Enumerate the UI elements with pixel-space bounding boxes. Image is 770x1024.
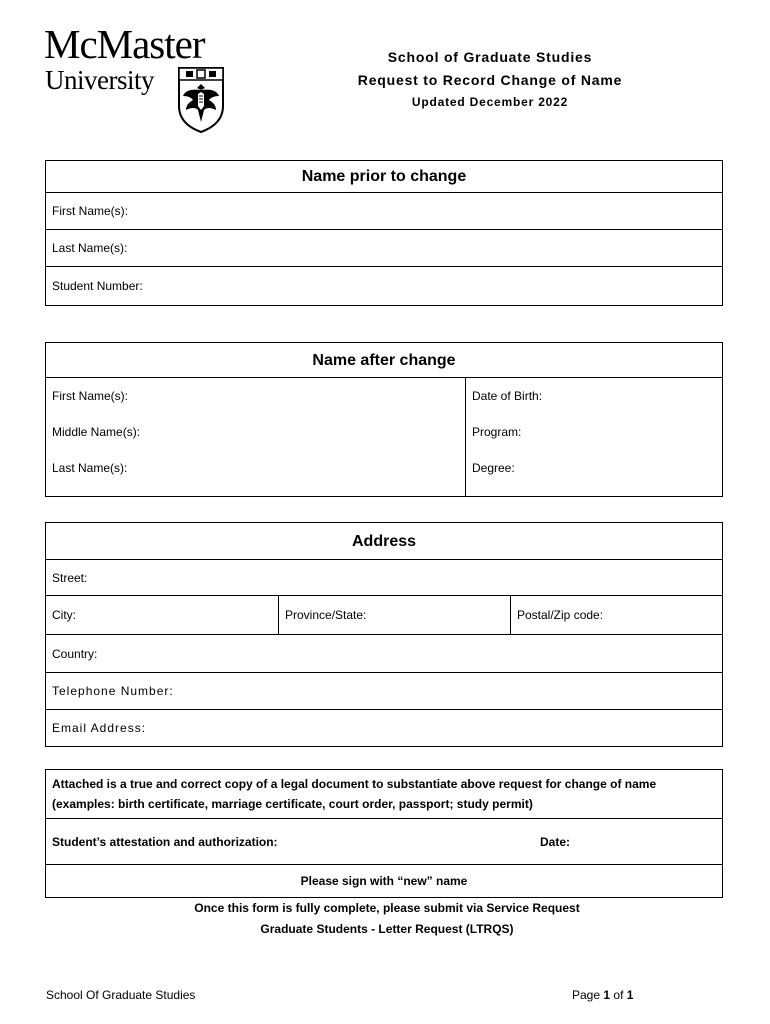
name-prior-section [45, 160, 723, 306]
after-last-name-label: Last Name(s): [52, 461, 128, 475]
country-field[interactable] [46, 635, 722, 673]
prior-last-name-label: Last Name(s): [52, 241, 128, 255]
prior-last-name-field[interactable] [46, 230, 722, 267]
logo-wordmark-university: University [45, 65, 154, 95]
street-field[interactable] [46, 560, 722, 596]
prior-first-name-field[interactable] [46, 193, 722, 230]
school-name: School of Graduate Studies [387, 49, 593, 65]
date-label: Date: [540, 834, 571, 849]
attestation-section [45, 769, 723, 898]
submit-line-2: Graduate Students - Letter Request (LTRQS) [260, 922, 514, 936]
form-header [300, 46, 680, 112]
footer-school: School Of Graduate Studies [46, 988, 196, 1002]
attestation-line-1: Attached is a true and correct copy of a legal document to substantiate above request for change of name [52, 777, 657, 791]
program-label: Program: [472, 425, 522, 439]
submit-instructions [45, 898, 729, 940]
name-after-left-column [46, 378, 466, 496]
street-label: Street: [52, 570, 88, 585]
postal-code-label: Postal/Zip code: [517, 608, 604, 622]
date-of-birth-label: Date of Birth: [472, 389, 543, 403]
telephone-field[interactable] [46, 673, 722, 710]
email-field[interactable] [46, 710, 722, 746]
address-title: Address [46, 523, 722, 560]
page-word: Page [572, 988, 601, 1002]
email-label: Email Address: [52, 721, 147, 735]
student-number-field[interactable] [46, 267, 722, 305]
attestation-line-2: (examples: birth certificate, marriage certificate, court order, passport; study permit) [52, 797, 533, 811]
submit-line-1: Once this form is fully complete, please submit via Service Request [194, 901, 580, 915]
city-row [46, 596, 722, 635]
name-after-right-column [466, 378, 722, 496]
city-field[interactable] [46, 596, 279, 634]
footer-page-number [572, 988, 633, 1002]
after-last-name-field[interactable] [46, 450, 465, 486]
please-sign-note: Please sign with “new” name [300, 874, 468, 888]
form-title: Request to Record Change of Name [357, 72, 623, 88]
name-prior-title: Name prior to change [46, 161, 722, 193]
prior-first-name-label: First Name(s): [52, 204, 128, 218]
name-after-section [45, 342, 723, 497]
after-first-name-field[interactable] [46, 378, 465, 414]
city-label: City: [52, 608, 76, 622]
degree-label: Degree: [472, 461, 515, 475]
page-total: 1 [626, 988, 634, 1002]
middle-name-field[interactable] [46, 414, 465, 450]
country-label: Country: [52, 646, 98, 661]
program-field[interactable] [466, 414, 722, 450]
middle-name-label: Middle Name(s): [52, 425, 141, 439]
mcmaster-logo [44, 21, 234, 136]
name-after-title: Name after change [46, 343, 722, 378]
logo-wordmark-mcmaster: McMaster [44, 21, 205, 67]
province-label: Province/State: [285, 608, 367, 622]
page-current: 1 [603, 988, 611, 1002]
degree-field[interactable] [466, 450, 722, 486]
date-of-birth-field[interactable] [466, 378, 722, 414]
signature-field[interactable] [46, 819, 722, 865]
after-first-name-label: First Name(s): [52, 389, 128, 403]
address-section [45, 522, 723, 747]
name-after-columns [46, 378, 722, 496]
crest-icon [176, 66, 226, 134]
student-number-label: Student Number: [52, 279, 143, 293]
postal-code-field[interactable] [511, 596, 722, 634]
of-word: of [613, 988, 624, 1002]
province-field[interactable] [279, 596, 511, 634]
telephone-label: Telephone Number: [52, 684, 174, 698]
attestation-statement [46, 770, 722, 819]
signature-label: Student’s attestation and authorization: [52, 834, 278, 849]
updated-date: Updated December 2022 [411, 95, 569, 109]
